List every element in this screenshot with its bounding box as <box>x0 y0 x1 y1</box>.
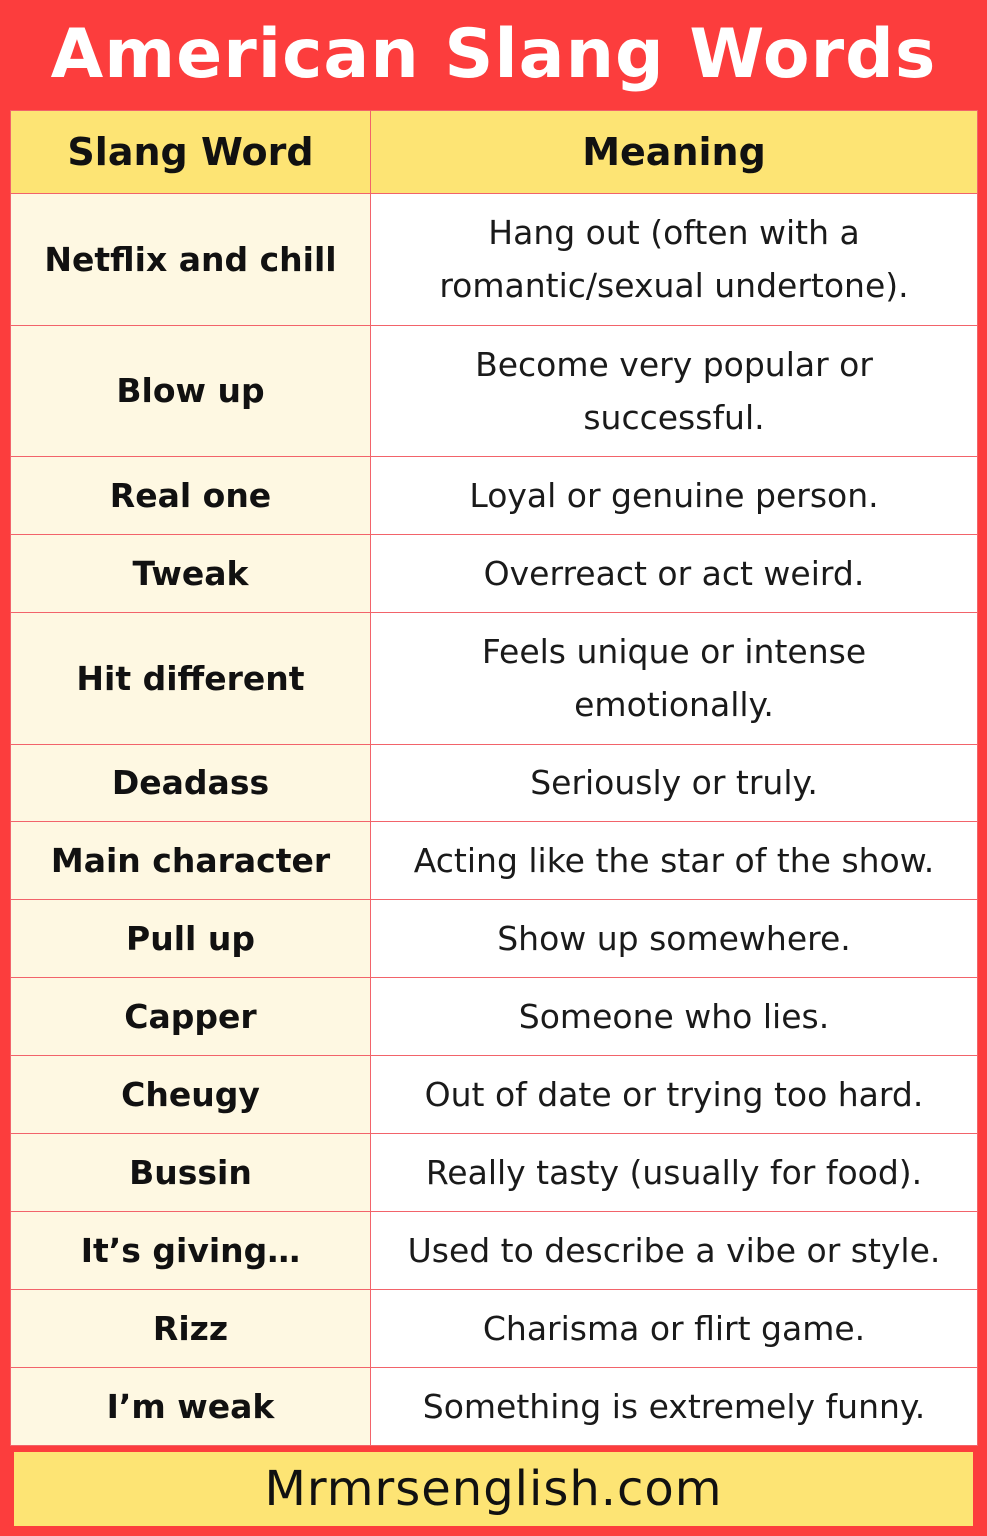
table-row <box>11 978 978 1056</box>
slang-word-cell: Pull up <box>11 900 371 978</box>
slang-word-cell: Cheugy <box>11 1056 371 1134</box>
slang-word-cell: Real one <box>11 457 371 535</box>
table-row <box>11 1056 978 1134</box>
slang-word-cell: I’m weak <box>11 1367 371 1445</box>
table-row <box>11 194 978 326</box>
meaning-cell: Used to describe a vibe or style. <box>371 1212 978 1290</box>
meaning-cell: Acting like the star of the show. <box>371 822 978 900</box>
meaning-cell: Seriously or truly. <box>371 744 978 822</box>
meaning-cell: Feels unique or intense emotionally. <box>371 612 978 744</box>
table-row <box>11 1367 978 1445</box>
meaning-cell: Hang out (often with a romantic/sexual undertone). <box>371 194 978 326</box>
meaning-cell: Out of date or trying too hard. <box>371 1056 978 1134</box>
slang-word-cell: Main character <box>11 822 371 900</box>
column-header-slang-word: Slang Word <box>11 111 371 194</box>
slang-word-cell: Blow up <box>11 325 371 457</box>
table-row <box>11 1212 978 1290</box>
meaning-cell: Become very popular or successful. <box>371 325 978 457</box>
website-footer: Mrmrsenglish.com <box>14 1452 973 1526</box>
meaning-cell: Overreact or act weird. <box>371 535 978 613</box>
slang-word-cell: Tweak <box>11 535 371 613</box>
slang-word-cell: Deadass <box>11 744 371 822</box>
meaning-cell: Charisma or flirt game. <box>371 1289 978 1367</box>
page-title: American Slang Words <box>50 14 937 94</box>
table-row <box>11 744 978 822</box>
table-row <box>11 612 978 744</box>
slang-word-cell: Netflix and chill <box>11 194 371 326</box>
meaning-cell: Someone who lies. <box>371 978 978 1056</box>
meaning-cell: Show up somewhere. <box>371 900 978 978</box>
meaning-cell: Loyal or genuine person. <box>371 457 978 535</box>
table-row <box>11 535 978 613</box>
table-row <box>11 457 978 535</box>
slang-word-cell: Bussin <box>11 1134 371 1212</box>
table-row <box>11 1134 978 1212</box>
slang-word-cell: Capper <box>11 978 371 1056</box>
table-row <box>11 1289 978 1367</box>
meaning-cell: Something is extremely funny. <box>371 1367 978 1445</box>
meaning-cell: Really tasty (usually for food). <box>371 1134 978 1212</box>
table-header-row <box>11 111 978 194</box>
table-row <box>11 900 978 978</box>
table-row <box>11 325 978 457</box>
slang-table <box>10 110 977 1446</box>
slang-word-cell: Hit different <box>11 612 371 744</box>
slang-word-cell: Rizz <box>11 1289 371 1367</box>
column-header-meaning: Meaning <box>371 111 978 194</box>
table-row <box>11 822 978 900</box>
slang-word-cell: It’s giving… <box>11 1212 371 1290</box>
